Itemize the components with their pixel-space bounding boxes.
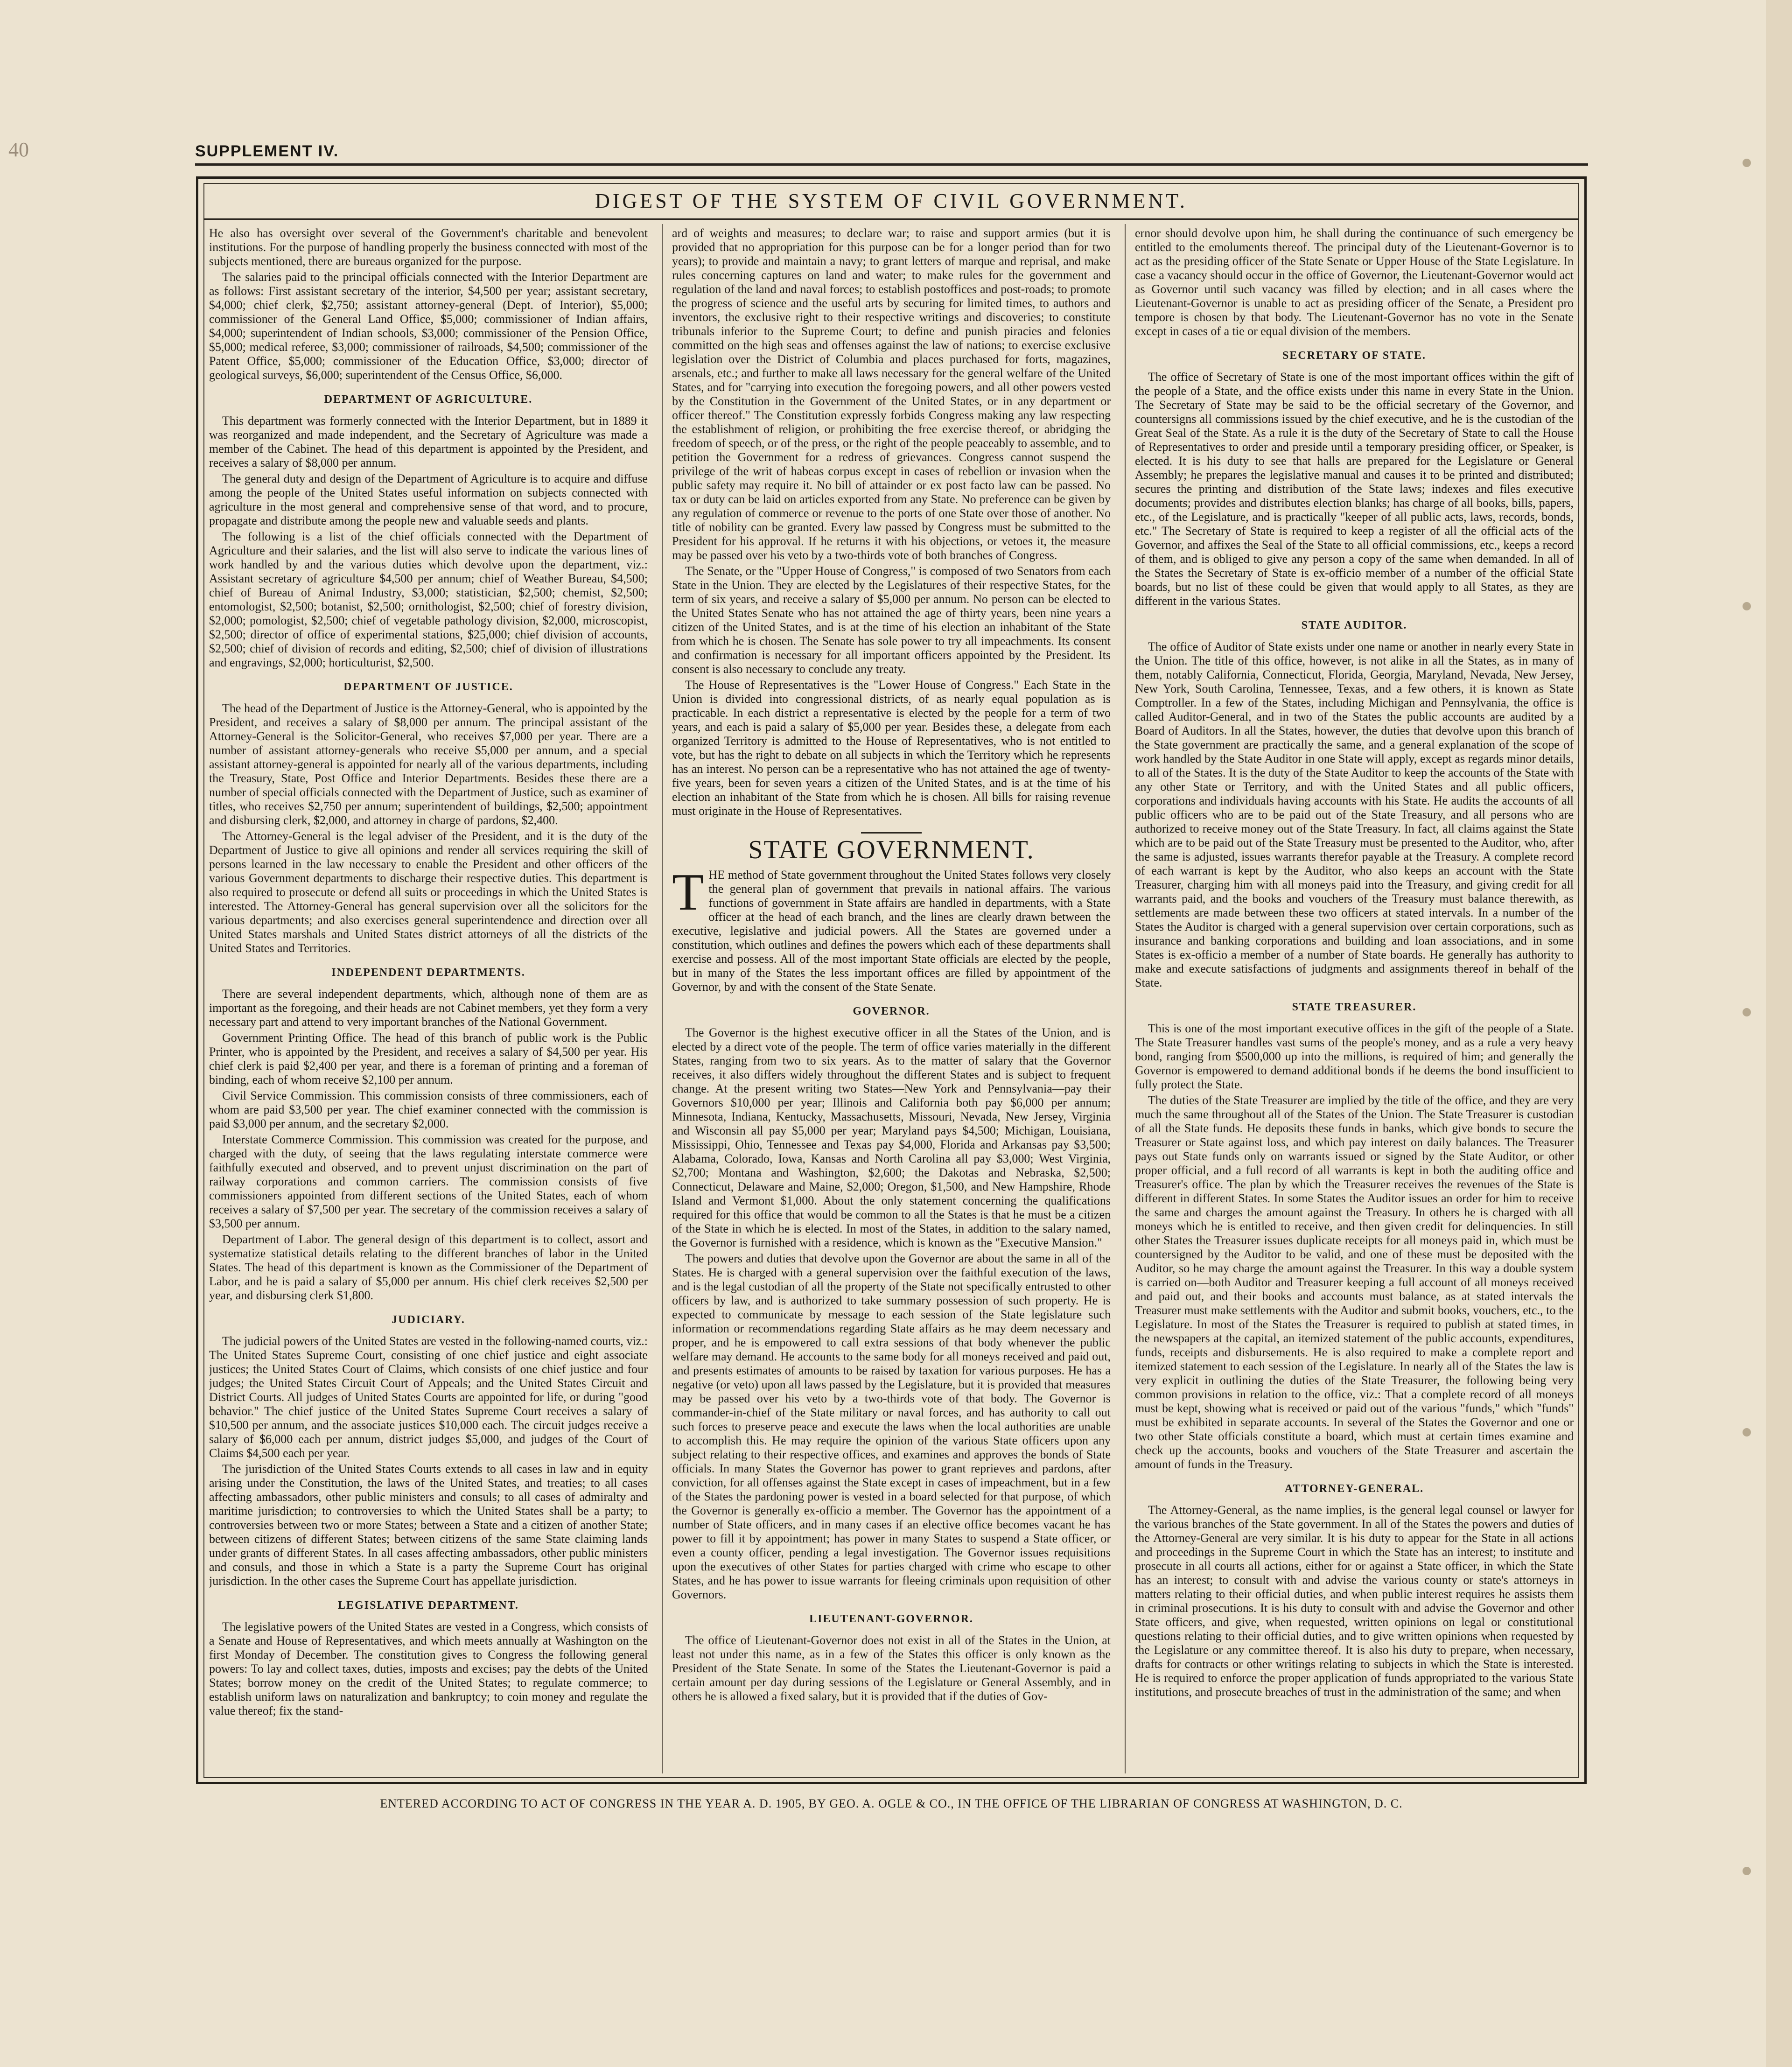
paragraph: The office of Lieutenant-Governor does not exist in all of the States in the Union, at least not under this name, as in a few of the States this officer is only known as the President of the State Senate. In some of the States the Lieutenant-Governor is paid a certain amount per day during sessions of the Legislature or General Assembly, and in others he is allowed a fixed salary, but it is provided that if the duties of Gov- (672, 1633, 1111, 1703)
paragraph: Department of Labor. The general design of this department is to collect, assort and systematize statistical details relating to the different branches of labor in the United States. The head of this department is known as the Commissioner of the Department of Labor, and he is paid a salary of $5,000 per annum. His chief clerk receives $2,500 per year, and disbursing clerk $1,800. (209, 1233, 648, 1302)
section-heading-justice: DEPARTMENT OF JUSTICE. (343, 681, 513, 693)
paragraph: The following is a list of the chief officials connected with the Department of Agriculture and their salaries, and the list will also serve to indicate the various lines of work handled by and the various duties which devolve upon the department, viz.: Assistant secretary of agriculture $4,500 per annum; chief of Weather Bureau, $4,500; chief of Bureau of Animal Industry, $3,000; statistician, $2,500; chemist, $2,500; entomologist, $2,500; botanist, $2,500; ornithologist, $2,500; chief of forestry division, $2,000; pomologist, $2,500; chief of vegetable pathology division, $2,000, microscopist, $2,500; director of office of experimental stations, $25,000; chief division of accounts, $2,500; chief of division of records and editing, $2,500; chief of division of illustrations and engravings, $2,000; horticulturist, $2,500. (209, 530, 648, 669)
section-heading-judiciary: JUDICIARY. (392, 1314, 465, 1326)
section-heading-lieutenant-governor: LIEUTENANT-GOVERNOR. (809, 1613, 973, 1625)
paragraph: The Attorney-General is the legal adviser of the President, and it is the duty of the Department of Justice to give all opinions and render all services requiring the skill of persons learned in the law necessary to enable the President and other officers of the various Government departments to discharge their respective duties. This department is also required to prosecute or defend all suits or proceedings in which the United States is interested. The Attorney-General has general supervision over all the solicitors for the various departments; and also exercises general superintendence and direction over all United States marshals and United States district attorneys of all the districts of the United States and Territories. (209, 829, 648, 955)
section-heading-attorney-general: ATTORNEY-GENERAL. (1284, 1483, 1424, 1495)
paragraph: Interstate Commerce Commission. This commission was created for the purpose, and charged with the duty, of seeing that the laws regulating interstate commerce were faithfully executed and observed, and to prevent unjust discrimination on the part of railway corporations and common carriers. The commission consists of five commissioners appointed from different sections of the United States, each of whom receives a salary of $7,500 per year. The secretary of the commission receives a salary of $3,500 per annum. (209, 1133, 648, 1230)
section-heading-agriculture: DEPARTMENT OF AGRICULTURE. (324, 393, 533, 406)
column-3 (1135, 226, 1574, 1771)
paragraph: ard of weights and measures; to declare war; to raise and support armies (but it is provided that no appropriation for this purpose can be for a longer period than for two years); to provide and maintain a navy; to grant letters of marque and reprisal, and make rules concerning captures on land and water; to make rules for the government and regulation of the land and naval forces; to establish postoffices and post-roads; to promote the progress of science and the useful arts by securing for limited times, to authors and inventors, the exclusive right to their respective writings and discoveries; to constitute tribunals inferior to the Supreme Court; to define and punish piracies and felonies committed on the high seas and offenses against the law of nations; to exercise exclusive legislation over the District of Columbia and places purchased for forts, magazines, arsenals, etc.; and further to make all laws necessary for the general welfare of the United States, and for "carrying into execution the foregoing powers, and all other powers vested by the Constitution in the Government of the United States, or in any department or officer thereof." The Constitution expressly forbids Congress making any law respecting the establishment of religion, or prohibiting the free exercise thereof, or abridging the freedom of speech, or of the press, or the right of the people peaceably to assemble, and to petition the Government for a redress of grievances. Congress cannot suspend the privilege of the writ of habeas corpus except in cases of rebellion or invasion when the public safety may require it. No bill of attainder or ex post facto law can be passed. No tax or duty can be laid on articles exported from any State. No preference can be given by any regulation of commerce or revenue to the ports of one State over those of another. No title of nobility can be granted. Every law passed by Congress must be submitted to the President for his approval. If he returns it with his objections, or vetoes it, the measure may be passed over his veto by a two-thirds vote of both branches of Congress. (672, 226, 1111, 562)
binding-hole (1743, 159, 1751, 167)
paragraph: The Senate, or the "Upper House of Congress," is composed of two Senators from each State in the Union. They are elected by the Legislatures of their respective States, for the term of six years, and receive a salary of $5,000 per annum. No person can be elected to the United States Senate who has not attained the age of thirty years, been nine years a citizen of the United States, and is at the time of his election an inhabitant of the State from which he is chosen. The Senate has sole power to try all impeachments. Its consent and confirmation is necessary for all important officers appointed by the President. Its consent is also necessary to conclude any treaty. (672, 564, 1111, 676)
paragraph-intro (672, 863, 1111, 994)
paragraph: The Governor is the highest executive officer in all the States of the Union, and is elected by a direct vote of the people. The term of office varies materially in the different States, ranging from two to six years. As to the matter of salary that the Governor receives, it also differs widely throughout the different States and is subject to frequent change. At the present writing two States—New York and Pennsylvania—pay their Governors $10,000 per year; Illinois and California both pay $6,000 per annum; Minnesota, Indiana, Kentucky, Massachusetts, Missouri, Nevada, New Jersey, Virginia and Wisconsin all pay $5,000 per year; Maryland pays $4,500; Michigan, Louisiana, Mississippi, Ohio, Tennessee and Texas pay $4,000, Florida and Arkansas pay $3,500; Alabama, Colorado, Iowa, Kansas and North Carolina all pay $3,000; West Virginia, $2,700; Montana and Washington, $2,600; the Dakotas and Nebraska, $2,500; Connecticut, Delaware and Maine, $2,000; Oregon, $1,500, and New Hampshire, Rhode Island and Vermont $1,000. About the only statement concerning the qualifications required for this office that would be common to all the States is that he must be a citizen of the State in which he is elected. In most of the States, in addition to the salary named, the Governor is furnished with a residence, which is known as the "Executive Mansion." (672, 1026, 1111, 1249)
paragraph: The judicial powers of the United States are vested in the following-named courts, viz.: The United States Supreme Court, consisting of one chief justice and eight associate justices; the United States Court of Claims, which consists of one chief justice and four judges; the United States Circuit Court of Appeals; and the United States Circuit and District Courts. All judges of United States Courts are appointed for life, or during "good behavior." The chief justice of the United States Supreme Court receives a salary of $10,500 per annum, and the associate justices $10,000 each. The circuit judges receive a salary of $6,000 each per annum, district judges $5,000, and judges of the Court of Claims $4,500 each per year. (209, 1334, 648, 1460)
section-heading-governor: GOVERNOR. (853, 1005, 930, 1017)
paragraph: The powers and duties that devolve upon the Governor are about the same in all of the States. He is charged with a general supervision over the faithful execution of the laws, and is the legal custodian of all the property of the State not specifically entrusted to other officers by law, and is authorized to take summary possession of such property. He is expected to communicate by message to each session of the State legislature such information or recommendations regarding State affairs as he may deem necessary and proper, and he is empowered to call extra sessions of that body whenever the public welfare may demand. He accounts to the same body for all moneys received and paid out, and presents estimates of amounts to be raised by taxation for various purposes. He has a negative (or veto) upon all laws passed by the Legislature, but it is provided that measures may be passed over his veto by a two-thirds vote of that body. The Governor is commander-in-chief of the State military or naval forces, and has authority to call out such forces to preserve peace and execute the laws when the local authorities are unable to accomplish this. He may require the opinion of the various State officers upon any subject relating to their respective offices, and examines and approves the bonds of State officials. In many States the Governor has power to grant reprieves and pardons, after conviction, for all offenses against the State except in cases of impeachment, but in a few of the States the pardoning power is vested in a board selected for that purpose, of which the Governor is generally ex-officio a member. The Governor has the appointment of a number of State officers, and in many cases if an elective office becomes vacant he has power to fill it by appointment; has power in many States to suspend a State officer, or even a county officer, pending a legal investigation. The Governor issues requisitions upon the executives of other States for parties charged with crime who escape to other States, and he has power to issue warrants for fleeing criminals upon requisition of other Governors. (672, 1252, 1111, 1601)
paragraph: The general duty and design of the Department of Agriculture is to acquire and diffuse among the people of the United States useful information on subjects connected with agriculture in the most general and comprehensive sense of that word, and to procure, propagate and distribute among the people new and valuable seeds and plants. (209, 472, 648, 527)
copyright-footer: ENTERED ACCORDING TO ACT OF CONGRESS IN THE YEAR A. D. 1905, BY GEO. A. OGLE & CO., IN THE OFFICE OF THE LIBRARIAN OF CONGRESS AT WASHINGTON, D. C. (380, 1797, 1403, 1810)
section-heading-state-auditor: STATE AUDITOR. (1301, 619, 1407, 631)
paragraph: The office of Secretary of State is one of the most important offices within the gift of the people of a State, and the office exists under this name in every State in the Union. The Secretary of State may be said to be the official secretary of the Governor, and countersigns all commissions issued by the chief executive, and he is the custodian of the Great Seal of the State. As a rule it is the duty of the Secretary of State to call the House of Representatives to order and preside until a temporary presiding officer, or Speaker, is elected. It is his duty to see that halls are prepared for the Legislature or General Assembly; he prepares the legislative manual and causes it to be printed and distributed; secures the printing and distribution of the State laws; indexes and files executive documents; provides and distributes election blanks; has charge of all books, bills, papers, etc., of the Legislature, and is practically "keeper of all public acts, laws, records, bonds, etc." The Secretary of State is required to keep a register of all the official acts of the Governor, and affixes the Seal of the State to all official commissions, etc., keeps a record of them, and is obliged to give any person a copy of the same when demanded. In all of the States the Secretary of State is ex-officio member of a number of the official State boards, but no list of these could be given that would apply to all States, as they are different in the various States. (1135, 370, 1574, 608)
binding-hole (1743, 1008, 1751, 1016)
section-heading-secretary-of-state: SECRETARY OF STATE. (1282, 350, 1427, 362)
section-heading-state-treasurer: STATE TREASURER. (1292, 1001, 1417, 1013)
page-number-mark: 40 (8, 138, 29, 161)
binding-edge (1766, 0, 1792, 2067)
paragraph: Government Printing Office. The head of this branch of public work is the Public Printer, who is appointed by the President, and receives a salary of $4,500 per year. His chief clerk is paid $2,400 per year, and there is a foreman of printing and a foreman of binding, each of whom receive $2,100 per annum. (209, 1031, 648, 1086)
paragraph: The salaries paid to the principal officials connected with the Interior Department are as follows: First assistant secretary of the interior, $4,500 per year; assistant secretary, $4,000; chief clerk, $2,750; assistant attorney-general (Dept. of Interior), $5,000; commissioner of the General Land Office, $5,000; commissioner of Indian affairs, $4,000; superintendent of Indian schools, $3,000; commissioner of the Pension Office, $5,000; medical referee, $3,000; commissioner of railroads, $4,500; commissioner of the Patent Office, $5,000; commissioner of the Education Office, $3,000; director of geological surveys, $6,000; superintendent of the Census Office, $6,000. (209, 270, 648, 382)
paragraph: He also has oversight over several of the Government's charitable and benevolent institutions. For the purpose of handling properly the business connected with most of the subjects mentioned, there are bureaus organized for the purpose. (209, 226, 648, 268)
paragraph: The duties of the State Treasurer are implied by the title of the office, and they are very much the same throughout all of the States of the Union. The State Treasurer is custodian of all the State funds. He deposits these funds in banks, which give bonds to secure the Treasurer or State against loss, and which pay interest on daily balances. The Treasurer pays out State funds only on warrants issued or signed by the State Auditor, or other proper official, and a full record of all warrants is kept in both the auditing office and Treasurer's office. The plan by which the Treasurer receives the revenues of the State is different in different States. In some States the Auditor issues an order for him to receive the same and charges the amount against the Treasury. In others he is charged with all moneys which he is entitled to receive, and then given credit for delinquencies. In still other States the Treasurer issues duplicate receipts for all moneys paid in, which must be countersigned by the Auditor to be valid, and one of these must be deposited with the Auditor, so he may charge the amount against the Treasurer. In this way a double system is carried on—both Auditor and Treasurer keeping a full account of all moneys received and paid out, and their books and accounts must balance, as at stated intervals the Treasurer must make settlements with the Auditor and submit books, vouchers, etc., to the Legislature. In most of the States the Treasurer is required to publish at stated times, in the newspapers at the capital, an itemized statement of the public accounts, expenditures, funds, receipts and disbursements. He is also required to make a complete report and itemized statement to each session of the Legislature. In nearly all of the States the law is very explicit in outlining the duties of the State Treasurer, the following being very common provisions in relation to the office, viz.: That a complete record of all moneys must be kept, showing what is received or paid out of the various "funds," which "funds" must be exhibited in separate accounts. In several of the States the Governor and one or two other State officials constitute a board, which must at certain times examine and check up the accounts, books and vouchers of the State Treasurer and ascertain the amount of funds in the Treasury. (1135, 1093, 1574, 1471)
paragraph: This is one of the most important executive offices in the gift of the people of a State. The State Treasurer handles vast sums of the people's money, and as a rule a very heavy bond, ranging from $500,000 up into the millions, is required of him; and generally the Governor is empowered to demand additional bonds if he deems the bond insufficient to fully protect the State. (1135, 1022, 1574, 1091)
paragraph: The jurisdiction of the United States Courts extends to all cases in law and in equity arising under the Constitution, the laws of the United States, and treaties; to all cases affecting ambassadors, other public ministers and consuls; to all cases of admiralty and maritime jurisdiction; to controversies to which the United States shall be a party; to controversies between two or more States; between a State and a citizen of another State; between citizens of different States; between citizens of the same State claiming lands under grants of different States. In all cases affecting ambassadors, other public ministers and consuls, and those in which a State is a party the Supreme Court has original jurisdiction. In the other cases the Supreme Court has appellate jurisdiction. (209, 1462, 648, 1588)
paragraph: The head of the Department of Justice is the Attorney-General, who is appointed by the President, and receives a salary of $8,000 per annum. The principal assistant of the Attorney-General is the Solicitor-General, who receives $7,000 per year. There are a number of assistant attorney-generals who receive $5,000 per annum, and a special assistant attorney-general is appointed for nearly all of the various departments, including the Treasury, State, Post Office and Interior Departments. Besides these there are a number of special officials connected with the Department of Justice, such as examiner of titles, who receives $2,750 per annum; superintendent of buildings, $2,500; appointment and disbursing clerk, $2,000, and attorney in charge of pardons, $2,400. (209, 701, 648, 827)
intro-text: HE method of State government throughout the United States follows very closely the general plan of government that prevails in national affairs. The various functions of government in State affairs are handled in departments, with a State officer at the head of each branch, and the lines are clearly drawn between the executive, legislative and judicial powers. All the States are governed under a constitution, which outlines and defines the powers which each of these departments shall exercise and possess. All of the most important State officials are elected by the people, but in many of the States the less important offices are filled by appointment of the Governor, by and with the consent of the State Senate. (672, 868, 1111, 994)
binding-hole (1743, 1428, 1751, 1436)
column-rule-1 (662, 224, 663, 1773)
section-heading-legislative: LEGISLATIVE DEPARTMENT. (338, 1599, 519, 1612)
column-rule-2 (1125, 224, 1126, 1773)
top-rule (195, 163, 1588, 166)
paragraph: The office of Auditor of State exists under one name or another in nearly every State in the Union. The title of this office, however, is not alike in all the States, as in many of them, notably California, Connecticut, Florida, Georgia, Maryland, Nevada, New Jersey, New York, South Carolina, Tennessee, Texas, and a few others, it is known as State Comptroller. In a few of the States, including Michigan and Pennsylvania, the office is called Auditor-General, and in two of the States the public accounts are audited by a Board of Auditors. In all the States, however, the duties that devolve upon this branch of the State government are practically the same, and a general explanation of the scope of work handled by the State Auditor in one State will apply, except as regards minor details, to all of the States. It is the duty of the State Auditor to keep the accounts of the State with any other State or Territory, and with the United States and all public officers, corporations and individuals having accounts with his State. He audits the accounts of all public officers who are to be paid out of the State Treasury, and all persons who are authorized to receive money out of the State Treasury. In fact, all claims against the State which are to be paid out of the State Treasury must be presented to the Auditor, who, after the same is adjusted, issues warrants therefor payable at the Treasury. A complete record of each warrant is kept by the Auditor, who also keeps an account with the State Treasurer, charging him with all moneys paid into the Treasury, and giving credit for all warrants paid, and the books and vouchers of the Treasury must balance therewith, as settlements are made between these two officers at stated intervals. In a number of the States the Auditor is charged with a general supervision over certain corporations, such as insurance and banking corporations and building and loan associations, and in some States is ex-officio a member of a number of State boards. He generally has authority to make and execute satisfactions of judgments and assignments thereof in behalf of the State. (1135, 640, 1574, 989)
binding-hole (1743, 1867, 1751, 1875)
paragraph: The House of Representatives is the "Lower House of Congress." Each State in the Union is divided into congressional districts, of as nearly equal population as is practicable. In each district a representative is elected by the people for a term of two years, and each is paid a salary of $5,000 per year. Besides these, a delegate from each organized Territory is admitted to the House of Representatives, who is not entitled to vote, but has the right to debate on all subjects in which the Territory which he represents has an interest. No person can be a representative who has not attained the age of twenty-five years, been for seven years a citizen of the United States, and is at the time of his election an inhabitant of the State from which he is chosen. All bills for raising revenue must originate in the House of Representatives. (672, 678, 1111, 818)
binding-hole (1743, 602, 1751, 610)
section-divider (861, 832, 922, 834)
state-government-heading: STATE GOVERNMENT. (748, 835, 1035, 864)
paragraph: Civil Service Commission. This commission consists of three commissioners, each of whom are paid $3,500 per year. The chief examiner connected with the commission is paid $3,000 per annum, and the secretary $2,000. (209, 1089, 648, 1130)
paragraph: The Attorney-General, as the name implies, is the general legal counsel or lawyer for the various branches of the State government. In all of the States the powers and duties of the Attorney-General are very similar. It is his duty to appear for the State in all actions and proceedings in the Supreme Court in which the State has an interest; to institute and prosecute in all courts all actions, either for or against a State officer, in which the State has an interest; to consult with and advise the various county or state's attorneys in matters relating to their official duties, and when public interest requires he assists them in criminal prosecutions. It is his duty to consult with and advise the Governor and other State officers, and give, when requested, written opinions on legal or constitutional questions relating to their official duties, and to give written opinions when requested by the Legislature or any committee thereof. It is also his duty to prepare, when necessary, drafts for contracts or other writings relating to subjects in which the State is interested. He is required to enforce the proper application of funds appropriated to the various State institutions, and prosecute breaches of trust in the administration of the same; and when (1135, 1503, 1574, 1699)
digest-title: DIGEST OF THE SYSTEM OF CIVIL GOVERNMENT. (595, 189, 1188, 212)
supplement-label: SUPPLEMENT IV. (195, 142, 339, 160)
title-rule (203, 218, 1579, 220)
column-2 (672, 226, 1111, 1771)
column-1 (209, 226, 648, 1771)
paragraph: This department was formerly connected with the Interior Department, but in 1889 it was reorganized and made independent, and the Secretary of Agriculture was made a member of the Cabinet. The head of this department is appointed by the President, and receives a salary of $8,000 per annum. (209, 414, 648, 469)
drop-cap: T (672, 863, 704, 921)
paragraph: ernor should devolve upon him, he shall during the continuance of such emergency be entitled to the emoluments thereof. The principal duty of the Lieutenant-Governor is to act as the presiding officer of the State Senate or Upper House of the State Legislature. In case a vacancy should occur in the office of Governor, the Lieutenant-Governor would act as Governor until such vacancy was filled by election; and in all cases where the Lieutenant-Governor is unable to act as presiding officer of the Senate, a President pro tempore is chosen by that body. The Lieutenant-Governor has no vote in the Senate except in cases of a tie or equal division of the members. (1135, 226, 1574, 338)
paragraph: There are several independent departments, which, although none of them are as important as the foregoing, and their heads are not Cabinet members, yet they form a very necessary part and attend to very important branches of the National Government. (209, 987, 648, 1029)
section-heading-independent: INDEPENDENT DEPARTMENTS. (331, 967, 525, 979)
paragraph: The legislative powers of the United States are vested in a Congress, which consists of a Senate and House of Representatives, and which meets annually at Washington on the first Monday of December. The constitution gives to Congress the following general powers: To lay and collect taxes, duties, imposts and excises; pay the debts of the United States; borrow money on the credit of the United States; to regulate commerce; to establish uniform laws on naturalization and bankruptcy; to coin money and regulate the value thereof; fix the stand- (209, 1620, 648, 1717)
